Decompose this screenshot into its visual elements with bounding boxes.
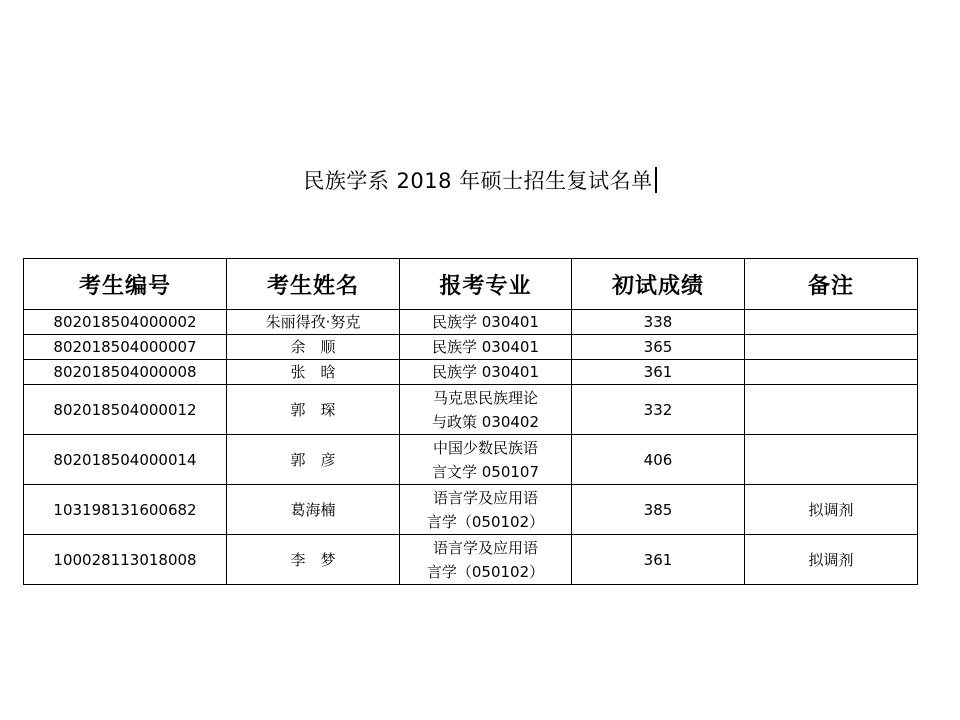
cell-initial-score: 332 xyxy=(572,385,745,435)
cell-candidate-name: 郭 琛 xyxy=(227,385,400,435)
table-row xyxy=(24,485,918,535)
cell-initial-score: 361 xyxy=(572,360,745,385)
cell-initial-score: 406 xyxy=(572,435,745,485)
cell-candidate-name: 李 梦 xyxy=(227,535,400,585)
cell-candidate-id: 103198131600682 xyxy=(24,485,227,535)
cell-candidate-id: 100028113018008 xyxy=(24,535,227,585)
cell-major-line: 语言学及应用语 xyxy=(432,488,538,507)
document-title-text: 民族学系 2018 年硕士招生复试名单 xyxy=(303,169,653,193)
cell-major xyxy=(400,385,572,435)
cell-major-line: 民族学 030401 xyxy=(431,313,540,331)
cell-note xyxy=(745,335,918,360)
cell-candidate-name: 张 晗 xyxy=(227,360,400,385)
text-cursor xyxy=(655,167,657,193)
cell-note: 拟调剂 xyxy=(745,535,918,585)
cell-candidate-name: 余 顺 xyxy=(227,335,400,360)
cell-initial-score: 365 xyxy=(572,335,745,360)
cell-major-line: 言文学 050107 xyxy=(431,462,540,481)
cell-candidate-id: 802018504000007 xyxy=(24,335,227,360)
cell-major-line: 中国少数民族语 xyxy=(432,438,538,457)
table-row xyxy=(24,360,918,385)
cell-major xyxy=(400,310,572,335)
cell-major-line: 言学（050102） xyxy=(426,562,545,581)
cell-major xyxy=(400,360,572,385)
cell-candidate-name: 郭 彦 xyxy=(227,435,400,485)
cell-major xyxy=(400,435,572,485)
header-note: 备注 xyxy=(745,259,918,310)
cell-major xyxy=(400,485,572,535)
header-candidate-id: 考生编号 xyxy=(24,259,227,310)
header-initial-score: 初试成绩 xyxy=(572,259,745,310)
cell-note: 拟调剂 xyxy=(745,485,918,535)
header-candidate-name: 考生姓名 xyxy=(227,259,400,310)
header-major: 报考专业 xyxy=(400,259,572,310)
cell-major xyxy=(400,535,572,585)
cell-note xyxy=(745,385,918,435)
cell-candidate-id: 802018504000008 xyxy=(24,360,227,385)
cell-major-line: 民族学 030401 xyxy=(431,363,540,381)
table-row xyxy=(24,435,918,485)
candidate-table xyxy=(23,258,918,585)
table-header-row xyxy=(24,259,918,310)
table-row xyxy=(24,535,918,585)
cell-note xyxy=(745,435,918,485)
document-title xyxy=(0,166,960,196)
table-row xyxy=(24,385,918,435)
cell-major-line: 与政策 030402 xyxy=(431,412,540,431)
cell-major-line: 言学（050102） xyxy=(426,512,545,531)
cell-candidate-id: 802018504000012 xyxy=(24,385,227,435)
cell-major-line: 民族学 030401 xyxy=(431,338,540,356)
cell-initial-score: 385 xyxy=(572,485,745,535)
cell-note xyxy=(745,360,918,385)
cell-major-line: 语言学及应用语 xyxy=(432,538,538,557)
table-row xyxy=(24,335,918,360)
cell-note xyxy=(745,310,918,335)
cell-candidate-id: 802018504000002 xyxy=(24,310,227,335)
cell-initial-score: 338 xyxy=(572,310,745,335)
cell-candidate-name: 葛海楠 xyxy=(227,485,400,535)
cell-candidate-name: 朱丽得孜·努克 xyxy=(227,310,400,335)
cell-major-line: 马克思民族理论 xyxy=(432,388,538,407)
cell-candidate-id: 802018504000014 xyxy=(24,435,227,485)
cell-initial-score: 361 xyxy=(572,535,745,585)
cell-major xyxy=(400,335,572,360)
table-row xyxy=(24,310,918,335)
